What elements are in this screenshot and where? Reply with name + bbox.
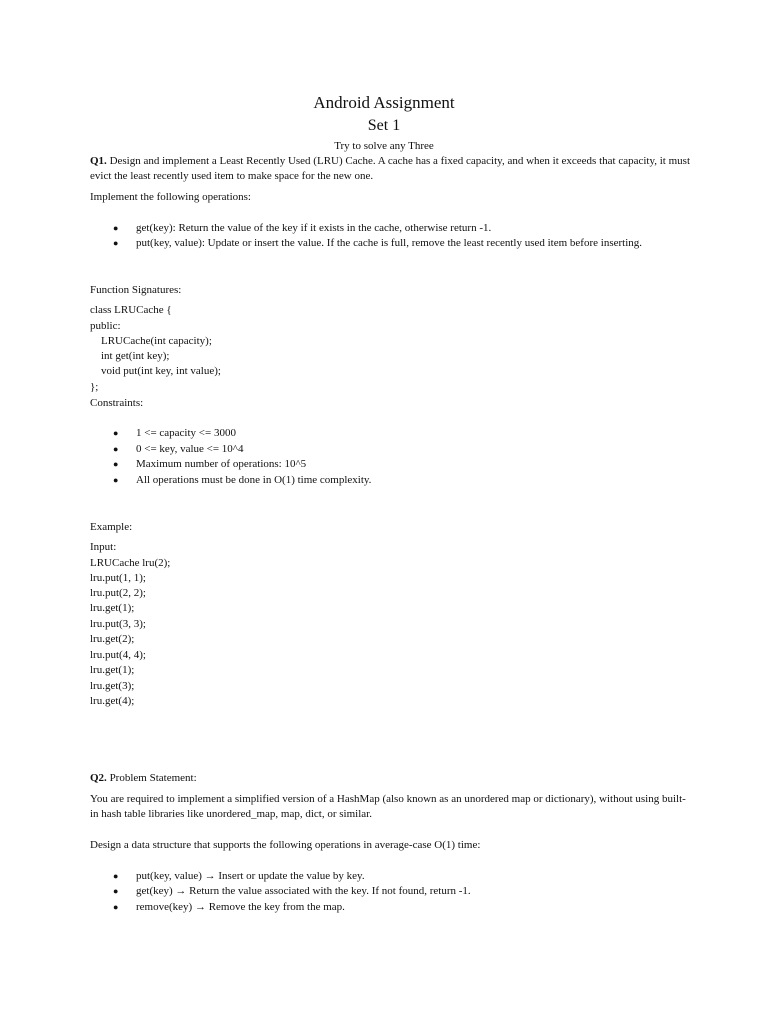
example-line: lru.put(2, 2); <box>90 587 146 599</box>
list-item: ● All operations must be done in O(1) time complexity. <box>113 474 372 486</box>
list-item: ● put(key, value) → Insert or update the value by key. <box>113 870 365 882</box>
list-item: ● put(key, value): Update or insert the value. If the cache is full, remove the least recently used item before inserting. <box>113 237 643 249</box>
q1-ops-intro: Implement the following operations: <box>90 191 251 203</box>
code-line: class LRUCache { <box>90 304 172 316</box>
example-line: lru.put(1, 1); <box>90 572 146 584</box>
q2-heading: Q2. Problem Statement: <box>90 772 197 784</box>
set-heading: Set 1 <box>367 117 401 134</box>
document-title: Android Assignment <box>313 93 455 112</box>
list-item: ● remove(key) → Remove the key from the map. <box>113 901 345 913</box>
example-line: lru.get(2); <box>90 633 135 645</box>
example-line: lru.get(4); <box>90 695 135 707</box>
constraints-heading: Constraints: <box>90 397 144 409</box>
signatures-heading: Function Signatures: <box>90 284 182 296</box>
input-label: Input: <box>90 541 117 553</box>
q2-label: Q2. <box>90 772 107 784</box>
list-item: ● Maximum number of operations: 10^5 <box>113 458 307 470</box>
code-line: LRUCache(int capacity); <box>90 335 212 347</box>
example-heading: Example: <box>90 521 133 533</box>
code-line: int get(int key); <box>90 350 170 362</box>
example-line: lru.get(3); <box>90 680 135 692</box>
q2-design: Design a data structure that supports the following operations in average-case O(1) time: <box>90 839 481 851</box>
example-line: lru.get(1); <box>90 664 135 676</box>
code-line: void put(int key, int value); <box>90 365 221 377</box>
list-item: ● get(key) → Return the value associated with the key. If not found, return -1. <box>113 885 471 897</box>
code-line: }; <box>90 381 99 393</box>
code-line: public: <box>90 320 121 332</box>
example-line: lru.put(3, 3); <box>90 618 146 630</box>
instruction-text: Try to solve any Three <box>334 140 434 152</box>
list-item: ● 1 <= capacity <= 3000 <box>113 427 236 439</box>
list-item: ● get(key): Return the value of the key if it exists in the cache, otherwise return -1. <box>113 222 492 234</box>
example-line: lru.get(1); <box>90 602 135 614</box>
q2-statement: You are required to implement a simplified version of a HashMap (also known as an unordered map or dictionary), without using built-in hash table libraries like unordered_map, map, dict, or similar. <box>90 793 686 820</box>
q1-label: Q1. <box>90 155 107 167</box>
example-line: LRUCache lru(2); <box>90 557 171 569</box>
example-line: lru.put(4, 4); <box>90 649 146 661</box>
list-item: ● 0 <= key, value <= 10^4 <box>113 443 244 455</box>
q1-statement: Q1. Design and implement a Least Recently Used (LRU) Cache. A cache has a fixed capacity, and when it exceeds that capacity, it must evict the least recently used item to make space for the new one. <box>90 155 691 182</box>
